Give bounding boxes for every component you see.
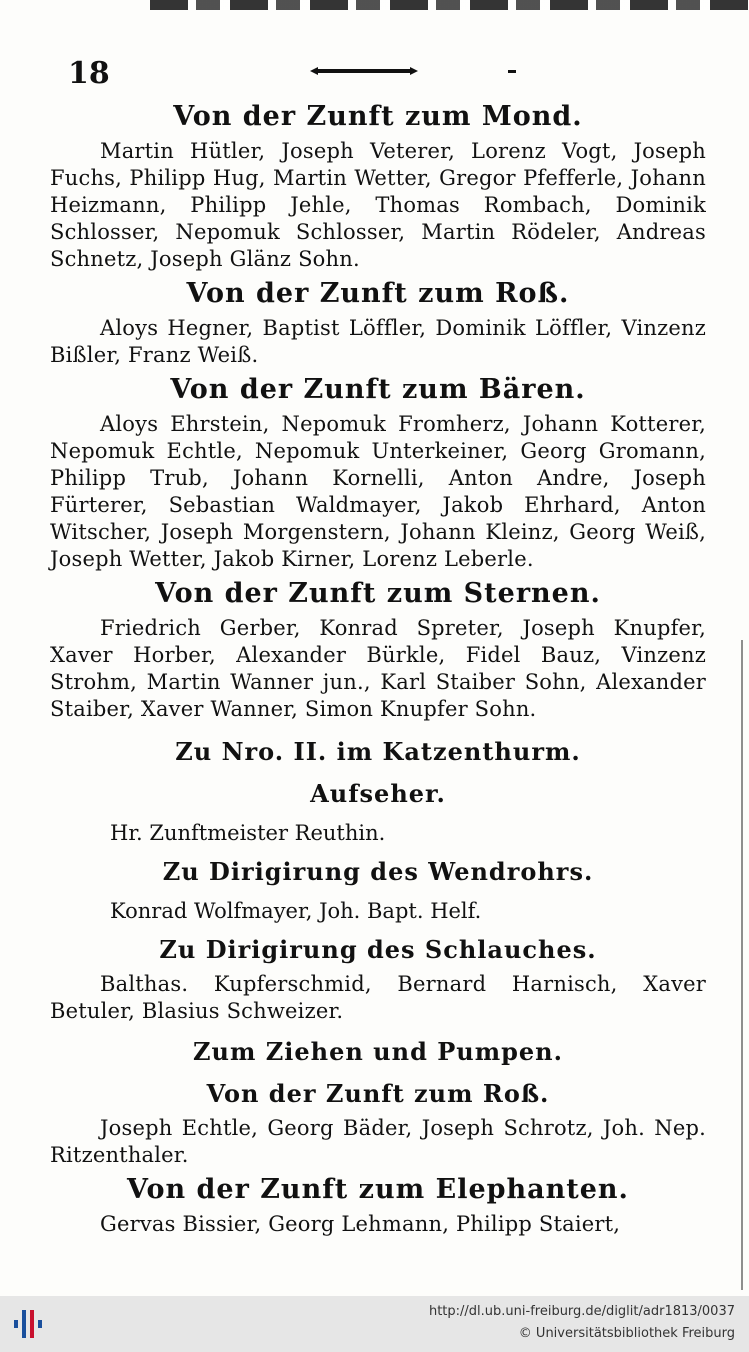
section-heading-sternen: Von der Zunft zum Sternen. — [155, 578, 601, 609]
page-content — [50, 96, 706, 1238]
schlauch-heading: Zu Dirigirung des Schlauches. — [159, 935, 597, 964]
header-ornament — [308, 66, 420, 76]
section-names-sternen: Friedrich Gerber, Konrad Spreter, Joseph Knupfer, Xaver Horber, Alexander Bürkle, Fidel Bauz, Vinzenz Strohm, Martin Wanner jun., Karl Staiber Sohn, Alexander Staiber, Xaver Wanner, Simon Knupfer Sohn. — [50, 616, 706, 721]
section-names-baeren: Aloys Ehrstein, Nepomuk Fromherz, Johann Kotterer, Nepomuk Echtle, Nepomuk Unterkeiner, Georg Gromann, Philipp Trub, Johann Kornelli, Anton Andre, Joseph Fürterer, Sebastian Waldmayer, Jakob Ehrhard, Anton Witscher, Joseph Morgenstern, Johann Kleinz, Georg Weiß, Joseph Wetter, Jakob Kirner, Lorenz Leberle. — [50, 412, 706, 571]
header-dash — [508, 70, 516, 73]
section-heading-mond: Von der Zunft zum Mond. — [173, 101, 583, 132]
aufseher-name: Hr. Zunftmeister Reuthin. — [110, 821, 386, 845]
aufseher-heading: Aufseher. — [310, 779, 446, 808]
page-number: 18 — [68, 56, 110, 91]
page-top-edge — [150, 0, 749, 10]
wendrohr-names: Konrad Wolfmayer, Joh. Bapt. Helf. — [110, 899, 482, 923]
ross-heading-2: Von der Zunft zum Roß. — [206, 1079, 550, 1108]
wendrohr-heading: Zu Dirigirung des Wendrohrs. — [162, 857, 594, 886]
katzenthurm-title: Zu Nro. II. im Katzenthurm. — [175, 737, 581, 766]
elephant-names: Gervas Bissier, Georg Lehmann, Philipp Staiert, — [100, 1212, 621, 1236]
ross-names-2: Joseph Echtle, Georg Bäder, Joseph Schrotz, Joh. Nep. Ritzenthaler. — [50, 1116, 706, 1167]
footer-copyright: © Universitätsbibliothek Freiburg — [518, 1326, 735, 1341]
section-names-mond: Martin Hütler, Joseph Veterer, Lorenz Vogt, Joseph Fuchs, Philipp Hug, Martin Wetter, Gregor Pfefferle, Johann Heizmann, Philipp Jehle, Thomas Rombach, Dominik Schlosser, Nepomuk Schlosser, Martin Rödeler, Andreas Schnetz, Joseph Glänz Sohn. — [50, 139, 706, 271]
section-heading-baeren: Von der Zunft zum Bären. — [170, 374, 586, 405]
page-edge-shadow — [741, 640, 743, 1290]
schlauch-names: Balthas. Kupferschmid, Bernard Harnisch, Xaver Betuler, Blasius Schweizer. — [50, 972, 706, 1023]
spacer — [50, 723, 706, 731]
section-heading-ross: Von der Zunft zum Roß. — [186, 278, 570, 309]
footer-url-link[interactable]: http://dl.ub.uni-freiburg.de/diglit/adr1813/0037 — [428, 1304, 735, 1319]
library-logo-icon — [12, 1306, 46, 1342]
elephant-heading: Von der Zunft zum Elephanten. — [127, 1174, 629, 1205]
pumpen-heading: Zum Ziehen und Pumpen. — [193, 1037, 563, 1066]
viewer-footer — [0, 1296, 749, 1352]
section-names-ross: Aloys Hegner, Baptist Löffler, Dominik Löffler, Vinzenz Bißler, Franz Weiß. — [50, 316, 706, 367]
